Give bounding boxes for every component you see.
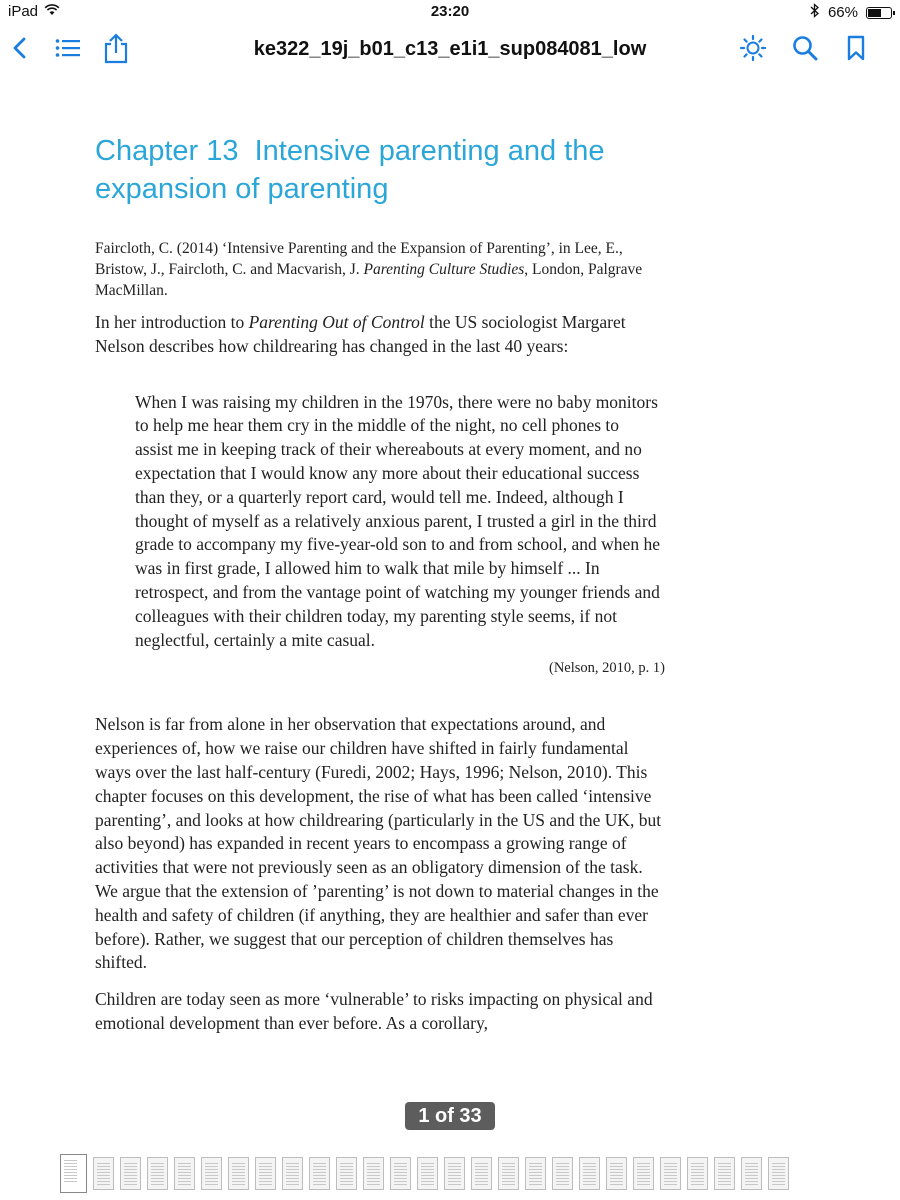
page-thumbnail[interactable] bbox=[309, 1157, 330, 1190]
bookmark-icon bbox=[847, 35, 865, 66]
page-thumbnail[interactable] bbox=[363, 1157, 384, 1190]
intro-text-continued: the US sociologist Margaret Nelson describes how childrearing has changed in the last 40 years: bbox=[95, 312, 626, 356]
document-title: ke322_19j_b01_c13_e1i1_sup084081_low bbox=[253, 38, 647, 60]
block-quote: When I was raising my children in the 1970s, there were no baby monitors to help me hear them cry in the middle of the night, no cell phones to assist me in keeping track of their whereabouts at every moment, and no expectation that I would know any more about their educational success than they, or a quarterly report card, would tell me. Indeed, although I thought of myself as a relatively anxious parent, I trusted a girl in the third grade to accompany my five-year-old son to and from school, and when he was in first grade, I allowed him to walk that mile by himself ... In retrospect, and from the vantage point of watching my younger friends and colleagues with their children today, my parenting style seems, if not neglectful, certainly a mite casual. bbox=[135, 391, 660, 650]
page-thumbnail[interactable] bbox=[687, 1157, 708, 1190]
page-thumbnail[interactable] bbox=[174, 1157, 195, 1190]
page-thumbnail[interactable] bbox=[255, 1157, 276, 1190]
brightness-button[interactable] bbox=[733, 24, 773, 76]
citation-text: Faircloth, C. (2014) ‘Intensive Parenting and the Expansion of Parenting’, in Lee, E., Bristow, J., Faircloth, C. and Macvarish, J. bbox=[95, 240, 623, 278]
page-thumbnail[interactable] bbox=[417, 1157, 438, 1190]
citation-publisher: , London, Palgrave MacMillan. bbox=[95, 261, 643, 299]
page-thumbnail[interactable] bbox=[768, 1157, 789, 1190]
page-thumbnail[interactable] bbox=[714, 1157, 735, 1190]
chapter-title bbox=[95, 132, 665, 208]
page-thumbnail[interactable] bbox=[741, 1157, 762, 1190]
page-thumbnail[interactable] bbox=[60, 1154, 87, 1193]
quote-source: (Nelson, 2010, p. 1) bbox=[549, 660, 665, 677]
page-thumbnail[interactable] bbox=[633, 1157, 654, 1190]
chapter-title-line-1: Chapter 13 Intensive parenting and the bbox=[95, 135, 605, 167]
document-page bbox=[95, 132, 665, 1049]
bluetooth-icon bbox=[810, 3, 820, 22]
page-thumbnail[interactable] bbox=[471, 1157, 492, 1190]
page-thumbnail[interactable] bbox=[228, 1157, 249, 1190]
intro-paragraph bbox=[95, 311, 665, 359]
search-icon bbox=[791, 34, 819, 67]
search-button[interactable] bbox=[785, 24, 825, 76]
page-thumbnail[interactable] bbox=[525, 1157, 546, 1190]
list-icon bbox=[55, 38, 81, 63]
page-indicator: 1 of 33 bbox=[405, 1102, 495, 1130]
brightness-icon bbox=[739, 34, 767, 67]
page-thumbnail[interactable] bbox=[147, 1157, 168, 1190]
back-chevron-icon bbox=[12, 37, 28, 64]
share-button[interactable] bbox=[96, 24, 136, 76]
page-thumbnail[interactable] bbox=[336, 1157, 357, 1190]
page-thumbnail[interactable] bbox=[390, 1157, 411, 1190]
battery-level-fill bbox=[868, 9, 881, 17]
page-thumbnail[interactable] bbox=[120, 1157, 141, 1190]
page-thumbnail-strip[interactable] bbox=[60, 1154, 789, 1194]
bookmark-button[interactable] bbox=[836, 24, 876, 76]
page-thumbnail[interactable] bbox=[606, 1157, 627, 1190]
status-bar bbox=[0, 0, 900, 24]
citation-book-title: Parenting Culture Studies bbox=[363, 261, 525, 278]
toolbar bbox=[0, 24, 900, 76]
page-thumbnail[interactable] bbox=[201, 1157, 222, 1190]
citation bbox=[95, 238, 665, 301]
page-thumbnail[interactable] bbox=[579, 1157, 600, 1190]
battery-icon bbox=[866, 7, 892, 19]
page-thumbnail[interactable] bbox=[552, 1157, 573, 1190]
chapter-title-line-2: expansion of parenting bbox=[95, 173, 389, 205]
battery-percent: 66% bbox=[827, 4, 858, 21]
intro-text: In her introduction to bbox=[95, 312, 245, 332]
page-thumbnail[interactable] bbox=[444, 1157, 465, 1190]
wifi-icon bbox=[44, 3, 60, 20]
device-name: iPad bbox=[8, 3, 39, 20]
page-thumbnail[interactable] bbox=[282, 1157, 303, 1190]
body-paragraph: Children are today seen as more ‘vulnerable’ to risks impacting on physical and emotional development than ever before. As a corollary, bbox=[95, 989, 653, 1033]
body-paragraph: Nelson is far from alone in her observation that expectations around, and experiences of, how we raise our children have shifted in fairly fundamental ways over the last half-century (Furedi, 2002; Hays, 1996; Nelson, 2010). This chapter focuses on this development, the rise of what has been called ‘intensive parenting’, and looks at how childrearing (particularly in the US and the UK, but also beyond) has expanded in recent years to encompass a growing range of activities that were not previously seen as an obligatory dimension of the task. We argue that the extension of ’parenting’ is not down to material changes in the health and safety of children (if anything, they are healthier and safer than ever before). Rather, we suggest that our perception of children themselves has shifted. bbox=[95, 714, 662, 973]
page-thumbnail[interactable] bbox=[660, 1157, 681, 1190]
page-thumbnail[interactable] bbox=[93, 1157, 114, 1190]
page-thumbnail[interactable] bbox=[498, 1157, 519, 1190]
back-button[interactable] bbox=[0, 24, 40, 76]
table-of-contents-button[interactable] bbox=[48, 24, 88, 76]
intro-book-title: Parenting Out of Control bbox=[248, 312, 425, 332]
share-icon bbox=[103, 32, 129, 69]
clock: 23:20 bbox=[430, 3, 470, 20]
